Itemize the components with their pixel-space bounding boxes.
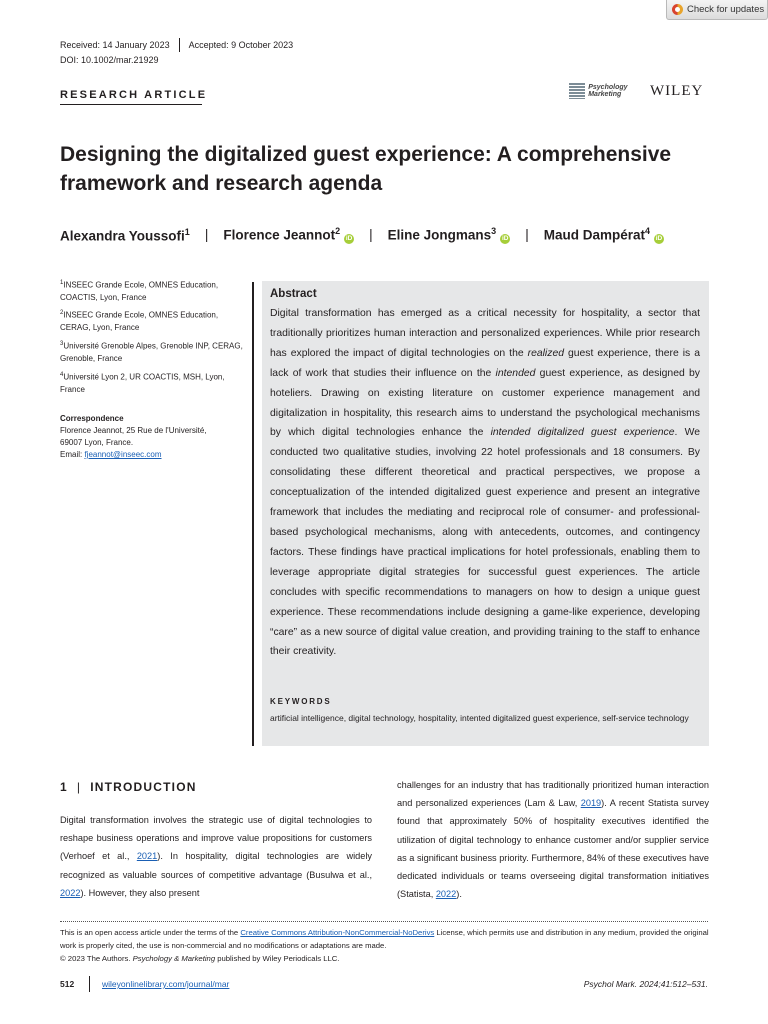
author — [60, 227, 190, 244]
copyright-text: published by Wiley Periodicals LLC. — [215, 954, 340, 963]
body-column-left — [60, 811, 372, 902]
check-for-updates-label: Check for updates — [687, 4, 765, 15]
abstract-rule — [252, 282, 254, 746]
affiliation — [60, 277, 250, 304]
affiliation-text: INSEEC Grande Ecole, OMNES Education, CERAG, Lyon, France — [60, 310, 219, 332]
abstract-text — [270, 304, 700, 662]
body-column-right — [397, 776, 709, 903]
abstract-emphasis: intended digitalized guest experience — [490, 427, 675, 439]
abstract-segment: guest experience, there is a lack of work that studies their influence on the — [270, 347, 700, 379]
correspondence-address-line: Florence Jeannot, 25 Rue de l'Université, — [60, 426, 207, 435]
affiliation-mark: 4 — [60, 372, 64, 378]
footer-divider — [60, 921, 708, 922]
license-notice — [60, 926, 710, 965]
author — [223, 226, 354, 244]
section-title: INTRODUCTION — [90, 780, 197, 794]
author — [544, 226, 664, 244]
abstract-segment: Digital transformation has emerged as a critical necessity for hospitality, a sector that traditionally prioritizes human interaction and personalized experiences. While prior research has explored the impact of digital technologies on the — [270, 308, 700, 359]
author-name: Alexandra Youssofi — [60, 228, 185, 243]
email-link[interactable]: fjeannot@inseec.com — [84, 450, 162, 459]
body-text: ). — [456, 889, 462, 900]
affiliation-mark: 3 — [60, 341, 64, 347]
article-type: RESEARCH ARTICLE — [60, 89, 208, 101]
author-list — [60, 226, 664, 244]
citation-link[interactable]: 2019 — [580, 798, 602, 809]
affiliation-text: Université Grenoble Alpes, Grenoble INP, CERAG, Grenoble, France — [60, 341, 243, 363]
publisher-logo: WILEY — [650, 83, 704, 99]
citation-link[interactable]: 2022 — [60, 887, 81, 898]
paper-title: Designing the digitalized guest experience: A comprehensive framework and research agenda — [60, 143, 672, 195]
journal-logo — [569, 82, 643, 100]
affiliation-text: INSEEC Grande Ecole, OMNES Education, COACTIS, Lyon, France — [60, 280, 219, 302]
abstract-emphasis: realized — [527, 347, 564, 359]
citation-link[interactable]: 2021 — [136, 851, 158, 862]
check-for-updates-button[interactable] — [666, 0, 768, 20]
copyright-text: © 2023 The Authors. — [60, 954, 133, 963]
crossmark-icon — [672, 4, 683, 15]
body-text: ). In hospitality, digital technologies are widely recognized as valuable sources of competitive advantage (Busulwa et al., — [60, 851, 372, 880]
keywords-text: artificial intelligence, digital technology, hospitality, intented digitalized guest experience, self-service technology — [270, 713, 689, 723]
license-text: This is an open access article under the terms of the — [60, 928, 241, 937]
author-name: Maud Dampérat — [543, 227, 645, 243]
correspondence-address-line: 69007 Lyon, France. — [60, 438, 134, 447]
divider — [89, 976, 90, 992]
abstract-segment: . We conducted two qualitative studies, involving 22 hotel professionals and 18 consumers. By consolidating these different theoretical and practical perspectives, we propose a conceptualization of the intended digitalized guest experience and present an integrative framework that includes the mediating and reciprocal role of consumer- and professional-based psychological mechanisms, along with antecedents, outcomes, and contingency factors. These findings have practical implications for hotel professionals, enabling them to leverage appropriate digital strategies for successful guest experiences. The article concludes with specific recommendations to managers on how to design a unique guest experience. These recommendations include designing a game-like experience, developing “care” as a new source of digital value creation, and providing training to the staff to enhance their creativity. — [270, 427, 700, 658]
author-separator: | — [525, 227, 529, 243]
license-text: License, which permits use and distribution in any medium, provided the original work is properly cited, the use is non-commercial and no modifications or adaptations are made. — [60, 928, 709, 950]
body-text: ). A recent Statista survey found that approximately 50% of hospitality executives identified the utilization of digital technology to enhance customer and/or supplier service as a significant business priority. Furthermore, 84% of these executives have dedicated individuals or teams overseeing digital transformation initiatives (Statista, — [397, 798, 709, 900]
correspondence-heading: Correspondence — [60, 414, 124, 423]
author-separator: | — [204, 227, 209, 243]
orcid-icon[interactable]: iD — [501, 234, 509, 242]
author-name: Florence Jeannot — [223, 227, 336, 243]
received-date: Received: 14 January 2023 — [60, 40, 170, 50]
journal-logo-icon — [569, 83, 585, 99]
author-affiliation-mark: 1 — [184, 226, 190, 237]
abstract-segment: guest experience, as designed by hoteliers. Drawing on existing literature on customer experience management and digitalization in hospitality, this research aims to understand the psychological mechanisms by which digital technologies enhance the — [270, 367, 700, 439]
body-text: challenges for an industry that has traditionally prioritized human interaction and personalized experiences (Lam & Law, — [397, 780, 709, 809]
author — [388, 226, 511, 244]
author-affiliation-mark: 3 — [491, 226, 497, 236]
dates-row — [60, 38, 293, 52]
accepted-date: Accepted: 9 October 2023 — [188, 40, 294, 50]
abstract-emphasis: intended — [495, 367, 536, 379]
affiliation-mark: 1 — [60, 280, 64, 286]
author-name: Eline Jongmans — [387, 227, 492, 243]
section-number: 1 — [60, 780, 68, 794]
email-label: Email: — [60, 450, 85, 459]
affiliation-text: Université Lyon 2, UR COACTIS, MSH, Lyon, France — [60, 372, 225, 394]
orcid-icon[interactable]: iD — [655, 234, 663, 242]
orcid-icon[interactable]: iD — [345, 234, 353, 242]
journal-url-link[interactable]: wileyonlinelibrary.com/journal/mar — [102, 979, 230, 989]
affiliation — [60, 338, 250, 365]
affiliation — [60, 307, 250, 334]
journal-name: Psychology & Marketing — [132, 954, 216, 963]
body-text: ). However, they also present — [80, 887, 200, 898]
citation-line: Psychol Mark. 2024;41:512–531. — [583, 979, 708, 989]
license-link[interactable]: Creative Commons Attribution-NonCommercial-NoDerivs — [240, 928, 435, 937]
divider — [179, 38, 180, 52]
divider — [60, 104, 202, 105]
author-affiliation-mark: 2 — [335, 226, 341, 236]
section-separator: | — [76, 780, 82, 794]
body-text: Digital transformation involves the strategic use of digital technologies to reshape business operations and improve value propositions for customers (Verhoef et al., — [60, 815, 372, 862]
affiliation — [60, 369, 250, 396]
page-number: 512 — [60, 979, 75, 989]
citation-link[interactable]: 2022 — [435, 889, 457, 900]
doi: DOI: 10.1002/mar.21929 — [60, 55, 159, 65]
author-affiliation-mark: 4 — [644, 226, 650, 236]
author-separator: | — [369, 227, 373, 243]
abstract-heading: Abstract — [270, 288, 317, 300]
affiliation-mark: 2 — [60, 310, 64, 316]
journal-logo-text: Psychology Marketing — [588, 84, 628, 98]
keywords-heading: KEYWORDS — [270, 697, 332, 706]
section-heading — [60, 780, 197, 794]
correspondence — [60, 413, 250, 461]
